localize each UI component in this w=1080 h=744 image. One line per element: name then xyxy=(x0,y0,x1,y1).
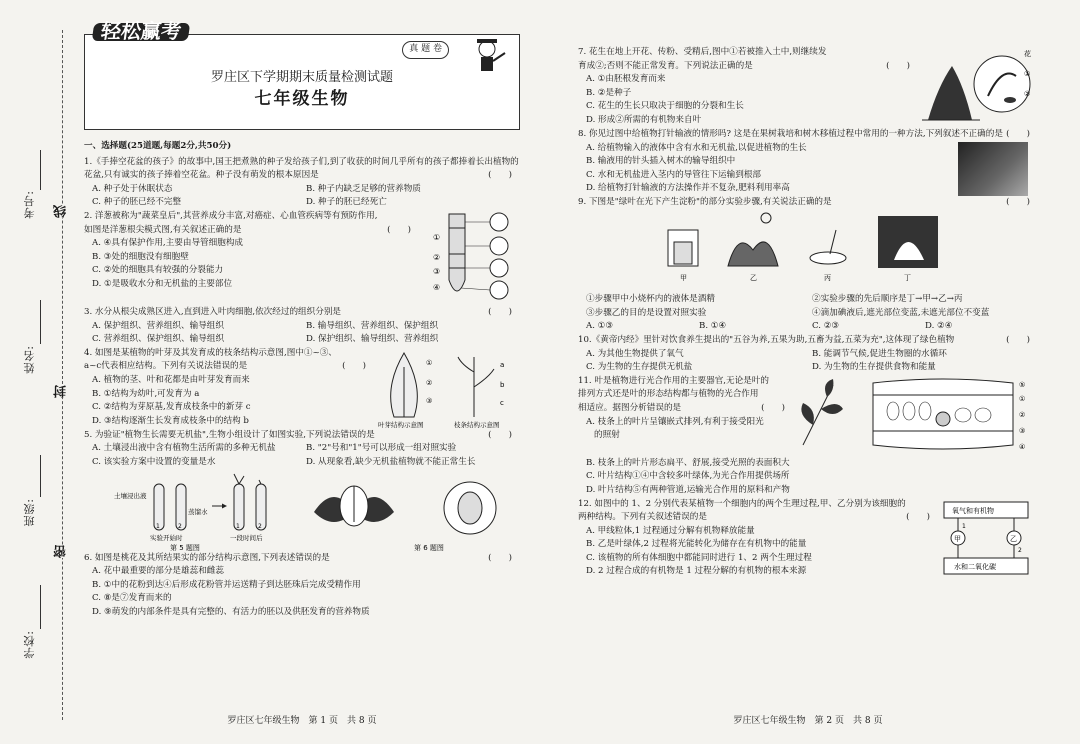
q5-option-c: C. 该实验方案中设置的变量是水 xyxy=(92,456,216,467)
q6-answer-paren[interactable]: ( ) xyxy=(488,552,512,563)
q2-option-b: B. ③处的细胞没有细胞壁 xyxy=(92,251,189,262)
q10-option-a: A. 为其他生物提供了氧气 xyxy=(586,348,684,359)
q2-label-4: ④ xyxy=(433,282,441,292)
q9-label-jia: 甲 xyxy=(680,273,687,282)
q12-box-top: 氧气和有机物 xyxy=(952,506,994,515)
q8-option-d: D. 给植物打针输液的方法操作并不复杂,肥料利用率高 xyxy=(586,183,790,194)
q7-stem-1: 7. 花生在地上开花、传粉、受精后,图中①若被推入土中,则继续发 xyxy=(578,47,827,57)
q1-option-b: B. 种子内缺乏足够的营养物质 xyxy=(306,183,421,194)
q12-jia: 甲 xyxy=(954,534,961,543)
q4-label-c: c xyxy=(500,398,504,407)
page-2-footer: 罗庄区七年级生物 第 2 页 共 8 页 xyxy=(733,716,883,726)
q3-option-d: D. 保护组织、输导组织、营养组织 xyxy=(306,334,439,345)
school-label: 学校: xyxy=(23,630,36,659)
question-11-rest xyxy=(578,457,1038,498)
q10-answer-paren[interactable]: ( ) xyxy=(1006,334,1030,345)
real-exam-seal: 真 题 卷 xyxy=(402,41,449,59)
section-heading: 一、选择题(25道题,每题2分,共50分) xyxy=(84,141,232,151)
q4-option-d: D. ③结构逐渐生长发育成枝条中的结构 b xyxy=(92,415,249,426)
q9-stem: 9. 下图是"绿叶在光下产生淀粉"的部分实验步骤,有关说法正确的是 xyxy=(578,196,832,207)
q4-caption-1: 叶芽结构示意图 xyxy=(378,420,424,429)
q5-water-label: 蒸馏水 xyxy=(188,507,208,516)
q5-option-a: A. 土壤浸出液中含有植物生活所需的多种无机盐 xyxy=(92,443,276,454)
q11-stem-2: 排列方式还是叶的形态结构都与植物的光合作用 xyxy=(578,389,759,400)
q4-stem-1: 4. 如图是某植物的叶芽及其发育成的枝条结构示意图,图中①~③、 xyxy=(84,347,337,358)
q11-label-5: ⑤ xyxy=(1019,380,1026,389)
q6-figure xyxy=(284,472,520,552)
q2-option-d: D. ①是吸收水分和无机盐的主要部位 xyxy=(92,278,233,289)
question-2 xyxy=(84,210,520,306)
q11-option-b: B. 枝条上的叶片形态扁平、舒展,接受光照的表面积大 xyxy=(586,457,790,468)
q4-label-a: a xyxy=(500,360,505,369)
q7-option-b: B. ②是种子 xyxy=(586,87,632,98)
q7-answer-paren[interactable]: ( ) xyxy=(886,60,910,71)
q9-option-c: C. ②③ xyxy=(812,321,840,332)
q4-option-c: C. ②结构为芽原基,发育成枝条中的新芽 c xyxy=(92,402,251,413)
class-blank xyxy=(40,455,41,497)
q7-label-2: ② xyxy=(1024,90,1031,98)
q5-figure xyxy=(84,472,284,552)
q5-option-d: D. 从现象看,缺少无机盐植物就不能正常生长 xyxy=(306,456,476,467)
q12-stem-1: 12. 如图中的 1、2 分别代表某植物一个细胞内的两个生理过程,甲、乙分别为该细胞的 xyxy=(578,498,906,509)
q1-stem: 1.《手捧空花盆的孩子》的故事中,国王把煮熟的种子发给孩子们,到了收获的时间几乎所有的孩子都捧着长出植物的花盆,只有诚实的孩子捧着空花盆。种子没有萌发的根本原因是 xyxy=(84,156,519,181)
q4-label-2: ② xyxy=(426,378,433,387)
q6-option-c: C. ⑧是⑦发育而来的 xyxy=(92,593,172,604)
q10-option-b: B. 能调节气候,促进生物圈的水循环 xyxy=(812,348,947,359)
q9-option-b: B. ①④ xyxy=(699,321,727,332)
q4-stem-2: a~c代表相应结构。下列有关说法错误的是 xyxy=(84,361,248,372)
question-10 xyxy=(578,334,1038,375)
q7-label-1: ① xyxy=(1024,70,1031,78)
q4-label-3: ③ xyxy=(426,396,433,405)
q3-option-b: B. 输导组织、营养组织、保护组织 xyxy=(306,320,439,331)
q3-option-a: A. 保护组织、营养组织、输导组织 xyxy=(92,320,224,331)
question-1 xyxy=(84,156,520,210)
q10-option-c: C. 为生物的生存提供无机盐 xyxy=(586,362,693,373)
q2-stem-2: 如图是洋葱根尖模式图,有关叙述正确的是 xyxy=(84,224,242,235)
question-8 xyxy=(578,128,1038,196)
q12-option-d: D. 2 过程合成的有机物是 1 过程分解的有机物的根本来源 xyxy=(586,566,807,577)
binding-strip xyxy=(0,0,72,744)
q12-yi: 乙 xyxy=(1010,534,1017,543)
q12-n1: 1 xyxy=(962,522,966,530)
q12-stem-2: 两种结构。下列有关叙述错误的是 xyxy=(578,512,707,523)
q9-option-a: A. ①③ xyxy=(586,321,614,332)
q10-stem: 10.《黄帝内经》里针对饮食养生提出的"五谷为养,五果为助,五畜为益,五菜为充",这体现了绿色植物 xyxy=(578,334,955,345)
q8-option-b: B. 输液用的针头插入树木的输导组织中 xyxy=(586,156,736,167)
exam-title: 罗庄区下学期期末质量检测试题 xyxy=(210,70,393,85)
question-7 xyxy=(578,46,1038,128)
q5-tube-1b: 1 xyxy=(236,522,240,530)
q11-answer-paren[interactable]: ( ) xyxy=(761,402,785,413)
q9-answer-paren[interactable]: ( ) xyxy=(1006,196,1030,207)
q7-flower-label: 花 xyxy=(1024,50,1031,58)
peanut-figure xyxy=(918,46,1036,128)
q11-stem-1: 11. 叶是植物进行光合作用的主要器官,无论是叶的 xyxy=(578,375,770,386)
cell-process-figure xyxy=(938,498,1034,580)
q11-option-c: C. 叶片结构①④中含较多叶绿体,为光合作用提供场所 xyxy=(586,471,790,482)
mark-xian: 线 xyxy=(54,205,69,218)
figures-5-6 xyxy=(84,472,520,552)
q11-label-2: ② xyxy=(1019,410,1026,419)
q11-option-d: D. 叶片结构⑤有两种管道,运输光合作用的原料和产物 xyxy=(586,484,790,495)
q8-stem: 8. 你见过图中给植物打针输液的情形吗? 这是在果树栽培和树木移植过程中常用的一种方法,下列叙述不正确的是 xyxy=(578,129,1003,139)
leaf-bud-figure xyxy=(374,347,520,429)
mascot-icon xyxy=(463,35,511,75)
q5-tube-1a: 1 xyxy=(156,522,160,530)
q7-option-d: D. 形成②所需的有机物来自叶 xyxy=(586,114,702,125)
q12-n2: 2 xyxy=(1018,546,1022,554)
page-1-content xyxy=(84,19,520,620)
q11-label-3: ③ xyxy=(1019,426,1026,435)
q4-caption-2: 枝条结构示意图 xyxy=(454,420,500,429)
question-11 xyxy=(578,375,1038,457)
root-tip-figure xyxy=(419,210,519,306)
question-6 xyxy=(84,552,520,620)
q12-option-a: A. 甲线粒体,1 过程通过分解有机物释放能量 xyxy=(586,525,755,536)
brand-logo: 轻松赢考 xyxy=(92,23,190,41)
school-blank xyxy=(40,585,41,629)
q8-option-a: A. 给植物输入的液体中含有水和无机盐,以促进植物的生长 xyxy=(586,142,807,153)
question-3 xyxy=(84,306,520,347)
page-1-footer: 罗庄区七年级生物 第 1 页 共 8 页 xyxy=(227,716,377,726)
q3-answer-paren[interactable]: ( ) xyxy=(488,306,512,317)
q7-option-a: A. ①由胚根发育而来 xyxy=(586,74,666,85)
q5-soil-label: 土壤浸出液 xyxy=(114,491,147,500)
q2-label-1: ① xyxy=(433,232,441,242)
q9-statement-2: ②实验步骤的先后顺序是丁→甲→乙→丙 xyxy=(812,294,963,305)
q2-option-a: A. ④具有保护作用,主要由导管细胞构成 xyxy=(92,238,244,249)
q11-label-4: ④ xyxy=(1019,442,1026,451)
q12-box-bottom: 水和二氧化碳 xyxy=(954,562,996,571)
q5-answer-paren[interactable]: ( ) xyxy=(488,429,512,440)
page-2-content xyxy=(578,46,1038,580)
q4-option-b: B. ①结构为幼叶,可发育为 a xyxy=(92,388,200,399)
q5-tube-2b: 2 xyxy=(258,522,262,530)
q11-stem-3: 相适应。据图分析错误的是 xyxy=(578,402,682,413)
q5-later-label: 一段时间后 xyxy=(230,533,263,542)
q8-answer-paren[interactable]: ( ) xyxy=(1006,129,1030,139)
exam-subject: 七年级生物 xyxy=(254,89,350,109)
name-label: 姓名: xyxy=(23,345,36,374)
q2-label-3: ③ xyxy=(433,266,441,276)
exam-header xyxy=(84,19,520,130)
question-12 xyxy=(578,498,1038,580)
q2-option-c: C. ②处的细胞具有较强的分裂能力 xyxy=(92,265,224,276)
q7-option-c: C. 花生的生长只取决于细胞的分裂和生长 xyxy=(586,101,744,112)
page-2 xyxy=(540,0,1080,744)
q4-answer-paren[interactable]: ( ) xyxy=(342,361,366,372)
q1-answer-paren[interactable]: ( ) xyxy=(488,170,512,181)
q9-label-yi: 乙 xyxy=(750,273,757,282)
q4-label-1: ① xyxy=(426,358,433,367)
q5-option-b: B. "2"号和"1"号可以形成一组对照实验 xyxy=(306,443,457,454)
question-9 xyxy=(578,196,1038,334)
q1-option-d: D. 种子的胚已经死亡 xyxy=(306,197,387,208)
q7-stem-2: 育成②;否则不能正常发育。下列说法正确的是 xyxy=(578,60,753,71)
q12-option-b: B. 乙是叶绿体,2 过程将光能转化为储存在有机物中的能量 xyxy=(586,539,807,550)
q5-stem: 5. 为验证"植物生长需要无机盐",生物小组设计了如图实验,下列说法错误的是 xyxy=(84,429,375,440)
q3-stem: 3. 水分从根尖成熟区进入,直到进入叶肉细胞,依次经过的组织分别是 xyxy=(84,306,342,317)
examno-label: 考号: xyxy=(23,190,36,219)
q4-label-b: b xyxy=(500,380,505,389)
q9-statement-4: ④滴加碘液后,遮光部位变蓝,未遮光部位不变蓝 xyxy=(812,307,990,318)
q5-tube-2a: 2 xyxy=(178,522,182,530)
mark-mi: 密 xyxy=(54,545,69,558)
q2-label-2: ② xyxy=(433,252,441,262)
q6-option-d: D. ⑨萌发的内部条件是具有完整的、有活力的胚以及供胚发育的营养物质 xyxy=(92,606,370,617)
q9-statement-1: ①步骤甲中小烧杯内的液体是酒精 xyxy=(586,294,715,305)
q12-answer-paren[interactable]: ( ) xyxy=(906,512,930,523)
q6-option-a: A. 花中最重要的部分是雄蕊和雌蕊 xyxy=(92,566,224,577)
examno-blank xyxy=(40,150,41,190)
q8-option-c: C. 水和无机盐进入茎内的导管往下运输到根部 xyxy=(586,169,762,180)
q11-label-1: ① xyxy=(1019,394,1026,403)
seal-line xyxy=(62,30,63,720)
q5-caption: 第 5 题图 xyxy=(170,543,200,552)
name-blank xyxy=(40,300,41,344)
tree-infusion-photo xyxy=(958,142,1028,196)
q9-option-d: D. ②④ xyxy=(925,321,953,332)
mark-feng: 封 xyxy=(54,385,69,398)
q6-stem: 6. 如图是桃花及其所结果实的部分结构示意图,下列表述错误的是 xyxy=(84,552,330,563)
q5-start-label: 实验开始时 xyxy=(150,533,183,542)
class-label: 班级: xyxy=(23,498,36,527)
q12-option-c: C. 该植物的所有体细胞中都能同时进行 1、2 两个生理过程 xyxy=(586,552,812,563)
q6-caption: 第 6 题图 xyxy=(414,543,444,552)
q2-answer-paren[interactable]: ( ) xyxy=(387,224,411,235)
leaf-structure-figure xyxy=(793,375,1033,457)
q3-option-c: C. 营养组织、保护组织、输导组织 xyxy=(92,334,225,345)
question-4 xyxy=(84,347,520,429)
q4-option-a: A. 植物的茎、叶和花都是由叶芽发育而来 xyxy=(92,374,250,385)
q9-statement-3: ③步骤乙的目的是设置对照实验 xyxy=(586,307,707,318)
question-5 xyxy=(84,429,520,470)
q11-option-a-2: 的照射 xyxy=(594,430,620,441)
q9-label-ding: 丁 xyxy=(904,273,911,282)
q9-label-bing: 丙 xyxy=(824,273,831,282)
q1-option-c: C. 种子的胚已经不完整 xyxy=(92,197,182,208)
q6-option-b: B. ①中的花粉到达④后形成花粉管并运送精子到达胚珠后完成受精作用 xyxy=(92,579,361,590)
q2-stem-1: 2. 洋葱被称为"蔬菜皇后",其营养成分丰富,对癌症、心血管疾病等有预防作用, xyxy=(84,210,378,221)
q1-option-a: A. 种子处于休眠状态 xyxy=(92,183,173,194)
starch-experiment-figure xyxy=(578,210,1038,288)
q10-option-d: D. 为生物的生存提供食物和能量 xyxy=(812,362,936,373)
q11-option-a-1: A. 枝条上的叶片呈镶嵌式排列,有利于接受阳光 xyxy=(586,416,764,427)
